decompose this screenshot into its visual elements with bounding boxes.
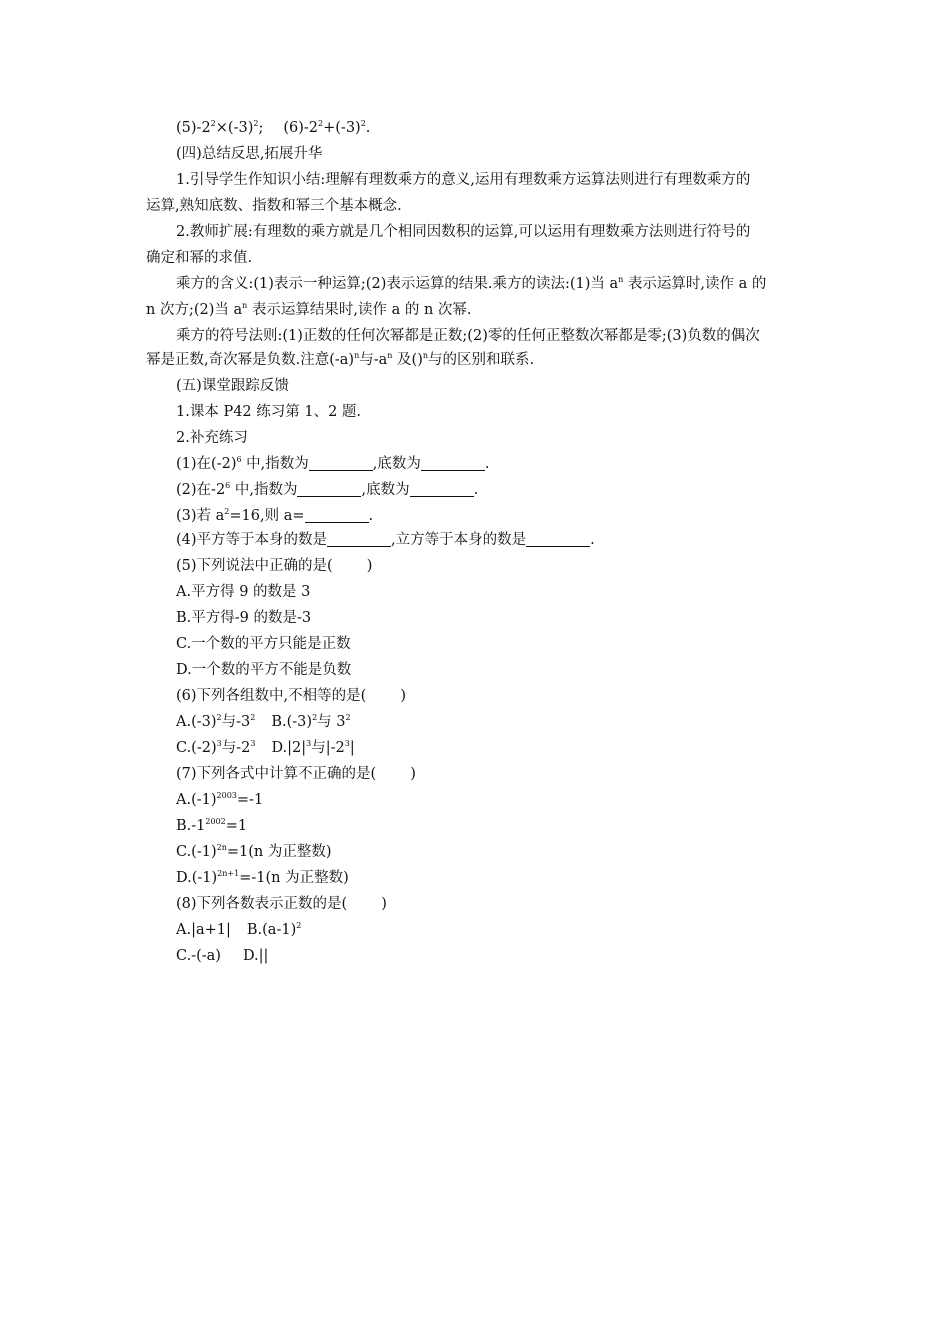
question-7-option-d: $D.(-1)^{2n+1}=-1(n$ 为正整数) [176, 869, 349, 886]
question-5: (5)下列说法中正确的是( ) [176, 558, 373, 574]
answer-blank [297, 480, 361, 497]
paragraph-1-line-2: 运算,熟知底数、指数和幂三个基本概念. [146, 198, 402, 214]
answer-blank [526, 530, 590, 547]
question-1: (1)在$(-2)^6$ 中,指数为 ,底数为 . [176, 455, 490, 472]
section-heading-summary: (四)总结反思,拓展升华 [176, 146, 323, 162]
paragraph-4-line-2: 幂是正数,奇次幂是负数.注意$(-a)^n$与$-a^n$ 及()$^n$与的区别和联系. [146, 351, 535, 368]
paragraph-1-line-1: 1.引导学生作知识小结:理解有理数乘方的意义,运用有理数乘方运算法则进行有理数乘方的 [176, 172, 751, 188]
question-7: (7)下列各式中计算不正确的是( ) [176, 766, 416, 782]
answer-blank [327, 530, 391, 547]
question-7-option-b: $B.-1^{2002}=1$ [176, 817, 248, 834]
question-5-option-c: C.一个数的平方只能是正数 [176, 636, 351, 652]
question-8: (8)下列各数表示正数的是( ) [176, 896, 387, 912]
question-7-option-a: $A.(-1)^{2003}=-1$ [176, 791, 264, 808]
answer-blank [421, 454, 485, 471]
answer-blank [305, 506, 369, 523]
question-6-options-ab: $A.(-3)^2$与$-3^2$ $B.(-3)^2$与 $3^2$ [176, 713, 351, 730]
question-8-options-ab: A.|a+1| $B.(a-1)^2$ [176, 921, 302, 938]
paragraph-3-line-1: 乘方的含义:(1)表示一种运算;(2)表示运算的结果.乘方的读法:(1)当 $a^n$ 表示运算时,读作 a 的 [176, 275, 767, 292]
question-5-option-b: B.平方得-9 的数是-3 [176, 610, 312, 626]
question-3: (3)若 $a^2=16$,则 a= . [176, 507, 374, 524]
question-6-options-cd: $C.(-2)^3$与$-2^3$ $D.|2|^3$与$|-2^3|$ [176, 739, 355, 756]
question-5-option-a: A.平方得 9 的数是 3 [176, 584, 311, 600]
paragraph-2-line-1: 2.教师扩展:有理数的乘方就是几个相同因数积的运算,可以运用有理数乘方法则进行符号的 [176, 224, 751, 240]
supplementary-heading: 2.补充练习 [176, 430, 248, 446]
section-heading-feedback: (五)课堂跟踪反馈 [176, 378, 289, 394]
textbook-exercise: 1.课本 P42 练习第 1、2 题. [176, 404, 362, 420]
answer-blank [410, 480, 474, 497]
question-2: (2)在$-2^6$ 中,指数为 ,底数为 . [176, 481, 479, 498]
question-8-options-cd: C.-(-a) D.|| [176, 948, 269, 964]
paragraph-3-line-2: n 次方;(2)当 $a^n$ 表示运算结果时,读作 a 的 n 次幂. [146, 301, 472, 318]
exercise-5-6: $(5)-2^2\times(-3)^2$; $(6)-2^2+(-3)^2$. [176, 119, 371, 136]
paragraph-2-line-2: 确定和幂的求值. [146, 250, 253, 266]
answer-blank [309, 454, 373, 471]
question-7-option-c: $C.(-1)^{2n}=1(n$ 为正整数) [176, 843, 332, 860]
question-5-option-d: D.一个数的平方不能是负数 [176, 662, 352, 678]
paragraph-4-line-1: 乘方的符号法则:(1)正数的任何次幂都是正数;(2)零的任何正整数次幂都是零;(3)负数的偶次 [176, 328, 760, 344]
question-4: (4)平方等于本身的数是 ,立方等于本身的数是 . [176, 532, 595, 548]
question-6: (6)下列各组数中,不相等的是( ) [176, 688, 406, 704]
